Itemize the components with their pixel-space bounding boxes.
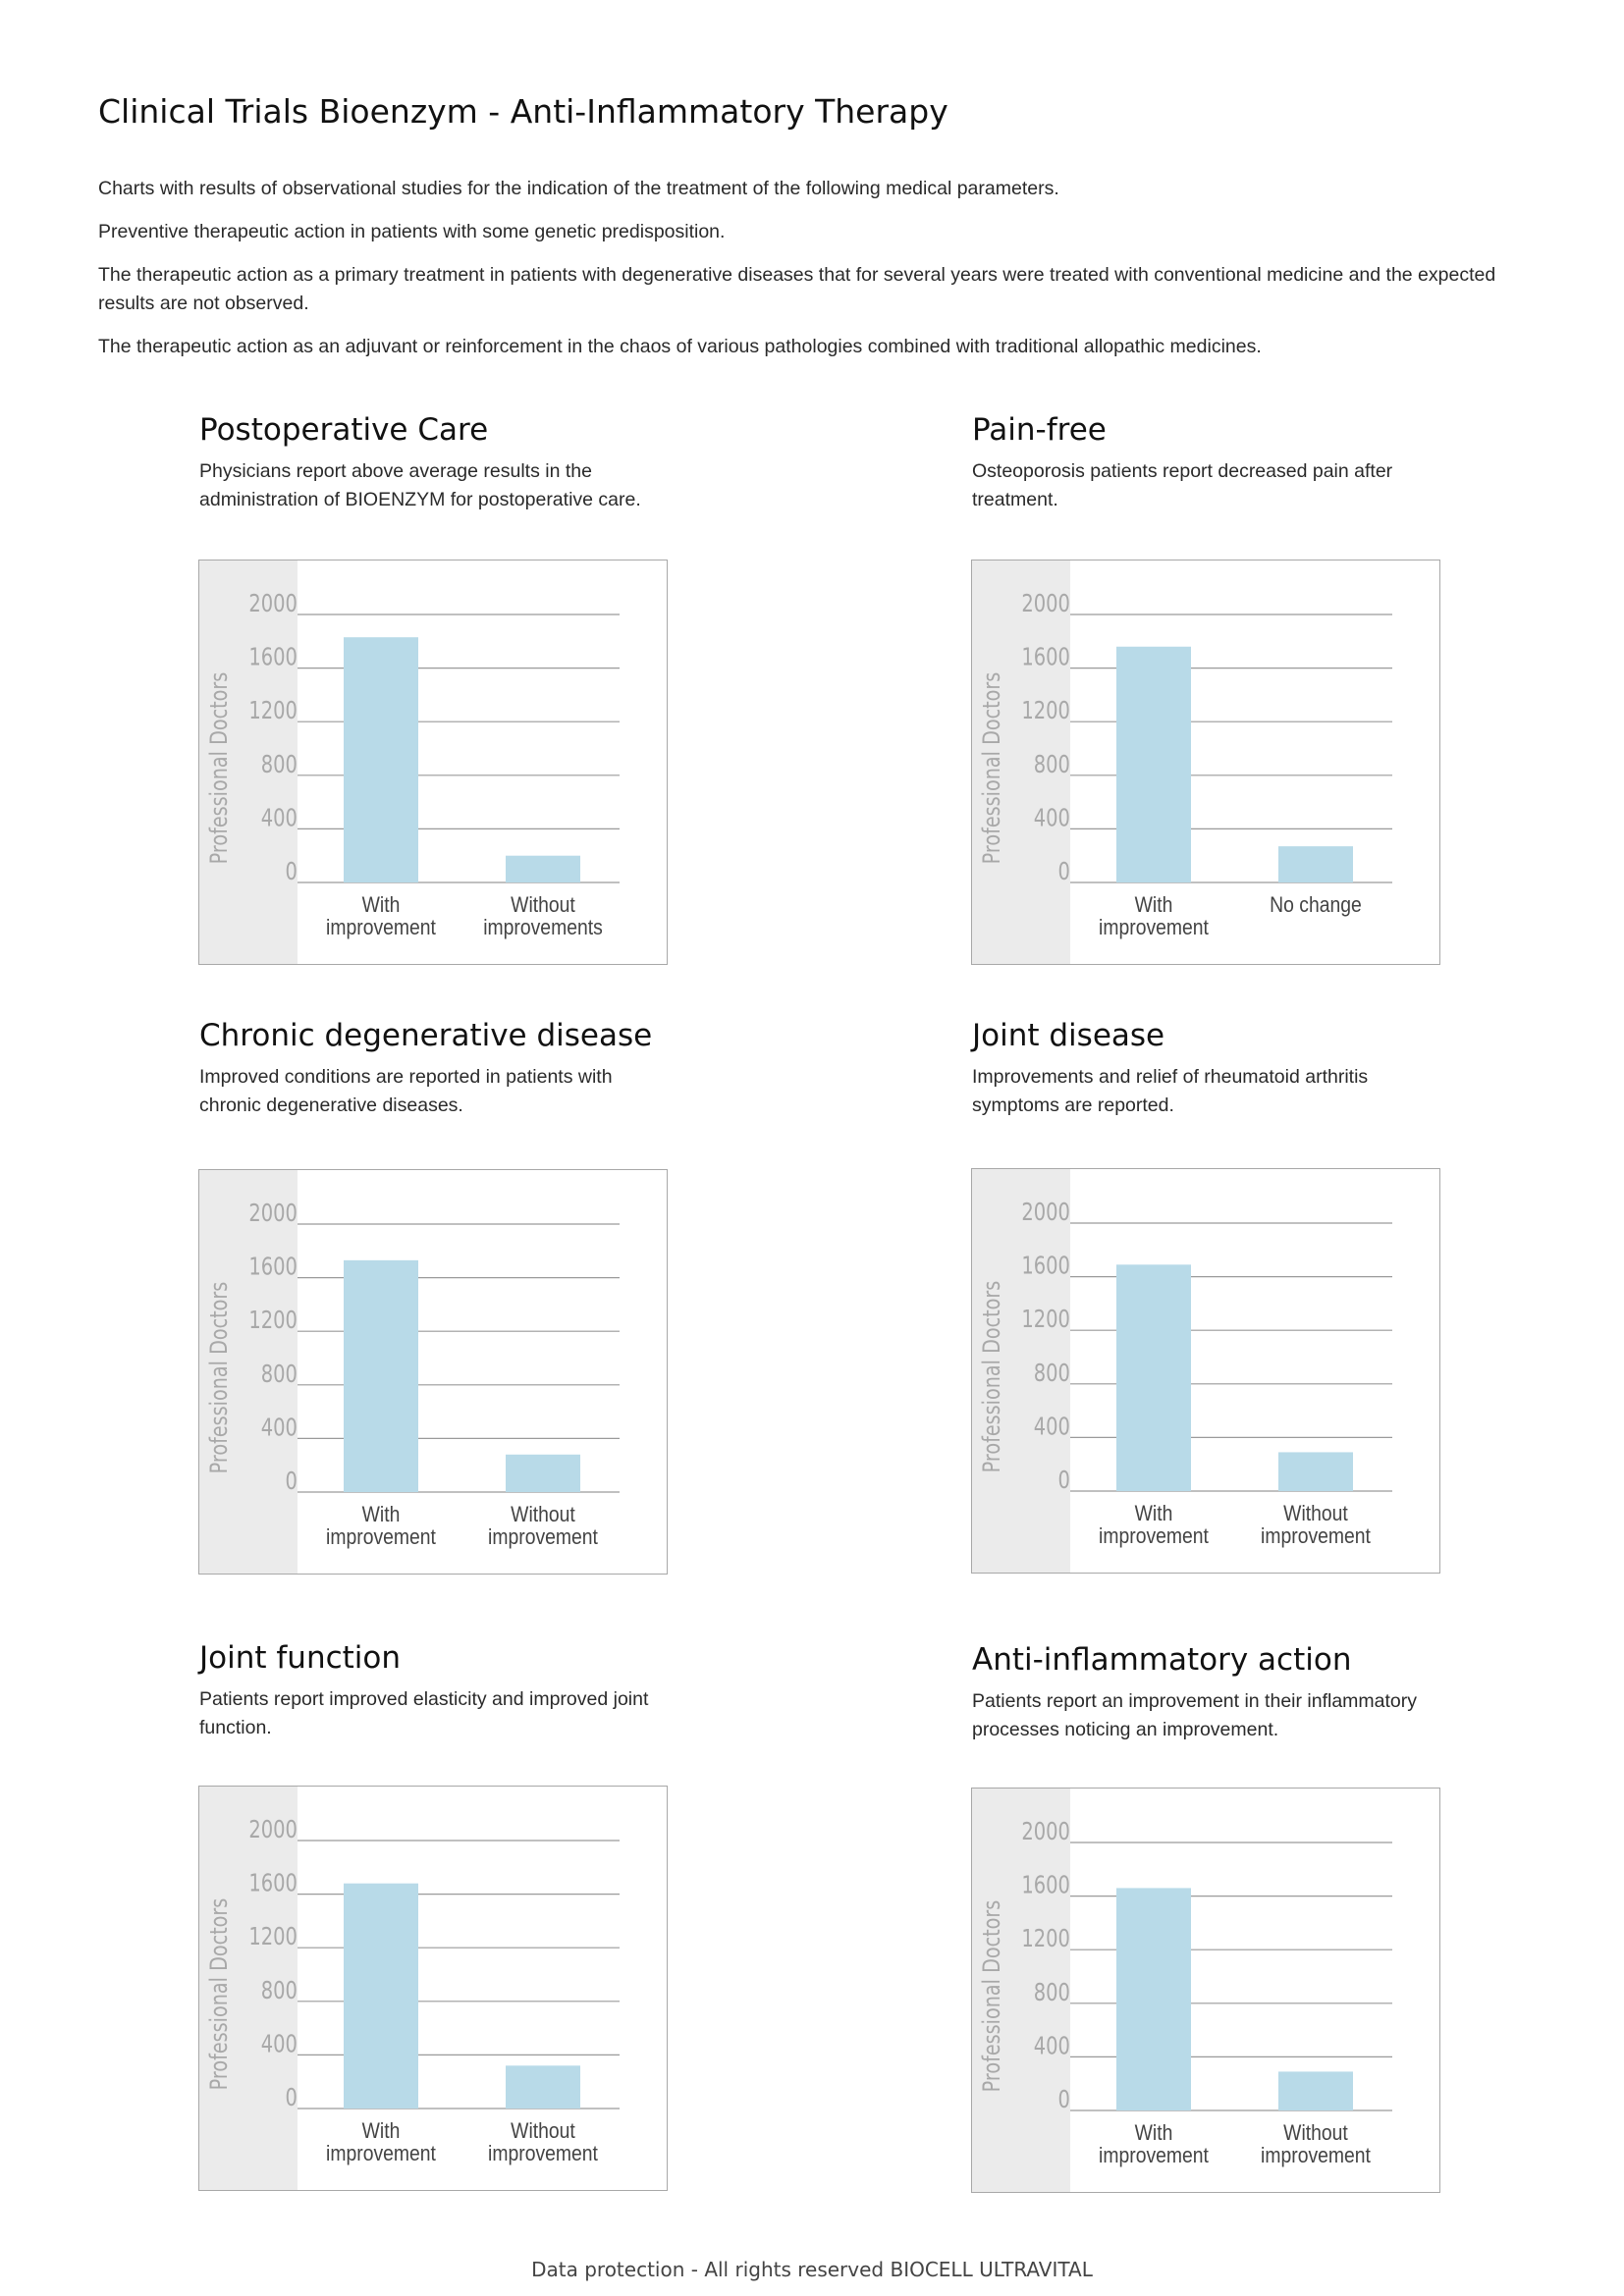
y-tick-label: 1200 <box>248 1922 298 1951</box>
bar <box>1116 1264 1191 1491</box>
bar-chart-svg <box>972 1169 1439 1573</box>
x-tick-label: With <box>1134 1501 1173 1526</box>
chart-postoperative-care <box>198 560 668 965</box>
section-joint-function <box>199 1638 671 1742</box>
x-tick-label: improvement <box>1099 915 1209 940</box>
x-tick-label: improvement <box>326 2141 436 2166</box>
intro-paragraph: The therapeutic action as a primary treatment in patients with degenerative diseases that for several years were treated with conventional medicine and the expected results are not observed. <box>98 264 1496 314</box>
intro-text <box>98 175 1512 376</box>
y-tick-label: 400 <box>260 1414 298 1443</box>
x-tick-label: With <box>361 1502 401 1527</box>
x-tick-label: improvement <box>488 1524 598 1550</box>
y-tick-label: 400 <box>1033 804 1070 833</box>
section-description: Patients report an improvement in their inflammatory processes noticing an improvement. <box>972 1690 1418 1740</box>
x-tick-label: With <box>1134 2120 1173 2146</box>
section-title: Joint disease <box>972 1018 1165 1053</box>
x-tick-label: improvement <box>326 1524 436 1550</box>
intro-paragraph: Preventive therapeutic action in patients with some genetic predisposition. <box>98 221 726 242</box>
bar <box>506 2065 580 2109</box>
y-tick-label: 1600 <box>248 643 298 672</box>
y-tick-label: 1600 <box>248 1869 298 1898</box>
section-description: Improvements and relief of rheumatoid arthritis symptoms are reported. <box>972 1066 1369 1116</box>
footer-copyright: Data protection - All rights reserved BIOCELL ULTRAVITAL <box>531 2258 1093 2281</box>
y-tick-label: 1600 <box>1021 1252 1070 1281</box>
section-postoperative-care <box>199 410 671 514</box>
bar <box>1278 2071 1353 2110</box>
x-tick-label: No change <box>1270 892 1362 918</box>
x-tick-label: improvement <box>326 915 436 940</box>
section-title: Postoperative Care <box>199 412 489 448</box>
y-tick-label: 800 <box>1033 750 1070 779</box>
y-tick-label: 400 <box>260 2030 298 2059</box>
y-tick-label: 0 <box>285 2083 298 2112</box>
y-tick-label: 800 <box>260 750 298 779</box>
y-tick-label: 0 <box>285 857 298 886</box>
bar <box>506 1455 580 1492</box>
bar <box>344 1884 418 2109</box>
bar-chart-svg <box>972 1789 1439 2192</box>
y-axis-label: Professional Doctors <box>979 671 1006 865</box>
x-tick-label: Without <box>511 892 575 918</box>
page-title: Clinical Trials Bioenzym - Anti-Inflammatory Therapy <box>98 92 948 131</box>
y-tick-label: 1600 <box>1021 643 1070 672</box>
section-title: Anti-inflammatory action <box>972 1642 1352 1678</box>
chart-joint-disease <box>971 1168 1440 1574</box>
chart-anti-inflammatory-action <box>971 1788 1440 2193</box>
section-description: Improved conditions are reported in patients with chronic degenerative diseases. <box>199 1066 613 1116</box>
y-tick-label: 0 <box>1057 857 1070 886</box>
y-tick-label: 1200 <box>1021 1924 1070 1953</box>
x-tick-label: improvement <box>488 2141 598 2166</box>
bar-chart-svg <box>972 561 1439 964</box>
bar <box>1116 1888 1191 2110</box>
section-pain-free <box>972 410 1443 514</box>
bar-chart-svg <box>199 1170 667 1574</box>
y-tick-label: 0 <box>1057 2085 1070 2114</box>
intro-paragraph: Charts with results of observational studies for the indication of the treatment of the following medical parameters. <box>98 178 1059 199</box>
y-axis-label: Professional Doctors <box>206 1281 234 1474</box>
y-tick-label: 1600 <box>248 1253 298 1282</box>
y-tick-label: 400 <box>1033 1413 1070 1442</box>
y-tick-label: 800 <box>260 1976 298 2005</box>
y-tick-label: 400 <box>260 804 298 833</box>
section-chronic-degenerative-disease <box>199 1016 671 1120</box>
x-tick-label: improvement <box>1261 2143 1371 2168</box>
bar-chart-svg <box>199 1787 667 2190</box>
x-tick-label: Without <box>1283 2120 1348 2146</box>
x-tick-label: With <box>361 892 401 918</box>
bar <box>344 1260 418 1492</box>
x-tick-label: improvement <box>1099 2143 1209 2168</box>
x-tick-label: Without <box>511 1502 575 1527</box>
y-tick-label: 2000 <box>1021 1198 1070 1227</box>
y-tick-label: 1200 <box>1021 1305 1070 1334</box>
y-axis-label: Professional Doctors <box>979 1899 1006 2093</box>
y-axis-label: Professional Doctors <box>979 1280 1006 1473</box>
y-tick-label: 1200 <box>1021 696 1070 725</box>
section-anti-inflammatory-action <box>972 1640 1443 1744</box>
bar <box>1116 647 1191 882</box>
bar-chart-svg <box>199 561 667 964</box>
y-tick-label: 0 <box>285 1467 298 1496</box>
x-tick-label: improvement <box>1099 1523 1209 1549</box>
y-tick-label: 2000 <box>248 1199 298 1228</box>
y-tick-label: 800 <box>1033 1978 1070 2007</box>
y-tick-label: 2000 <box>1021 1817 1070 1846</box>
chart-pain-free <box>971 560 1440 965</box>
y-tick-label: 400 <box>1033 2032 1070 2061</box>
bar <box>344 637 418 882</box>
x-tick-label: improvements <box>483 915 603 940</box>
section-title: Pain-free <box>972 412 1107 448</box>
chart-chronic-degenerative-disease <box>198 1169 668 1575</box>
bar <box>1278 1452 1353 1491</box>
section-joint-disease <box>972 1016 1443 1120</box>
x-tick-label: With <box>361 2118 401 2144</box>
y-tick-label: 2000 <box>248 1815 298 1844</box>
chart-joint-function <box>198 1786 668 2191</box>
y-axis-label: Professional Doctors <box>206 671 234 865</box>
y-tick-label: 1600 <box>1021 1871 1070 1900</box>
y-tick-label: 2000 <box>248 589 298 618</box>
x-tick-label: Without <box>511 2118 575 2144</box>
x-tick-label: improvement <box>1261 1523 1371 1549</box>
y-tick-label: 1200 <box>248 1306 298 1335</box>
y-axis-label: Professional Doctors <box>206 1897 234 2091</box>
y-tick-label: 800 <box>1033 1359 1070 1388</box>
bar <box>506 856 580 882</box>
section-description: Physicians report above average results in the administration of BIOENZYM for postoperative care. <box>199 460 641 510</box>
y-tick-label: 2000 <box>1021 589 1070 618</box>
section-description: Osteoporosis patients report decreased pain after treatment. <box>972 460 1393 510</box>
section-description: Patients report improved elasticity and improved joint function. <box>199 1688 649 1738</box>
section-title: Joint function <box>199 1640 402 1676</box>
y-tick-label: 800 <box>260 1360 298 1389</box>
section-title: Chronic degenerative disease <box>199 1018 653 1053</box>
x-tick-label: With <box>1134 892 1173 918</box>
y-tick-label: 1200 <box>248 696 298 725</box>
bar <box>1278 846 1353 882</box>
intro-paragraph: The therapeutic action as an adjuvant or reinforcement in the chaos of various pathologies combined with traditional allopathic medicines. <box>98 336 1262 357</box>
x-tick-label: Without <box>1283 1501 1348 1526</box>
y-tick-label: 0 <box>1057 1466 1070 1495</box>
